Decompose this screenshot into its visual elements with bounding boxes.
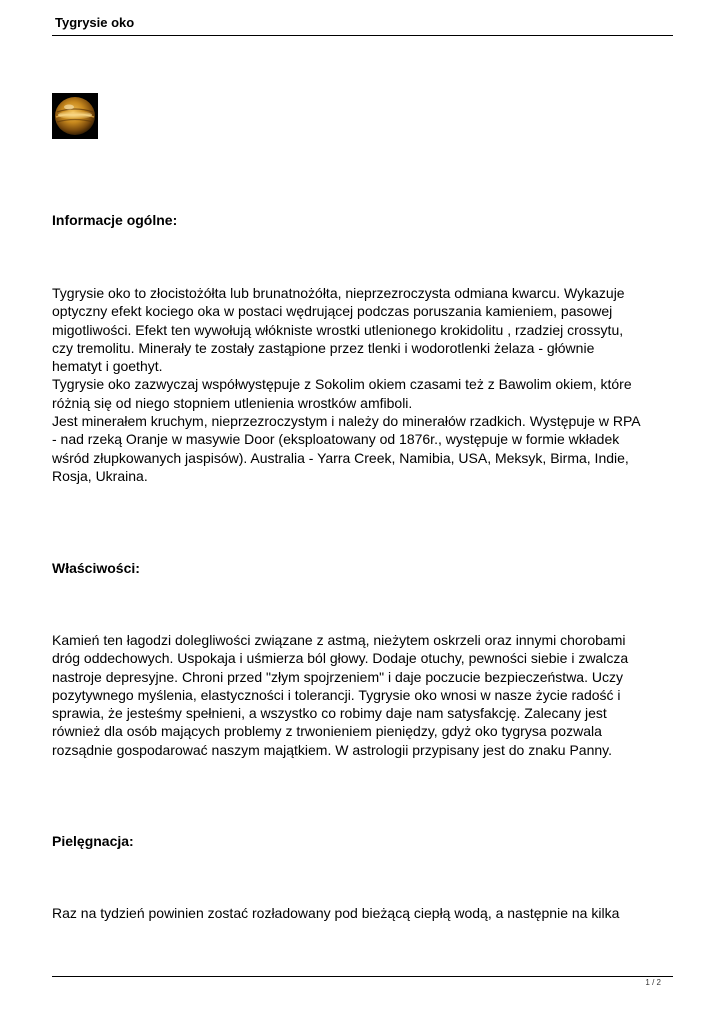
document-title: Tygrysie oko — [55, 15, 135, 30]
paragraph-general: Tygrysie oko to złocistożółta lub brunatnożółta, nieprzezroczysta odmiana kwarcu. Wykazuje optyczny efekt kociego oka w postaci wędrującej podczas poruszania kamieniem, pasowej migotliwości. Efekt ten wywołują włókniste wrostki utlenionego krokidolitu , rzadziej crossytu, czy tremolitu. Minerały te zostały zastąpione przez tlenki i wodorotlenki żelaza - głównie hematyt i goethyt. Tygrysie oko zazwyczaj współwystępuje z Sokolim okiem czasami też z Bawolim okiem, które różnią się od niego stopniem utlenienia wrostków amfiboli. Jest minerałem kruchym, nieprzezroczystym i należy do minerałów rzadkich. Występuje w RPA - nad rzeką Oranje w masywie Door (eksploatowany od 1876r., występuje w formie wkładek wśród złupkowanych jaspisów). Australia - Yarra Creek, Namibia, USA, Meksyk, Birma, Indie, Rosja, Ukraina. — [52, 285, 641, 484]
page-number: 1 / 2 — [645, 978, 661, 987]
section-heading-care: Pielęgnacja: — [52, 833, 134, 849]
header-divider — [52, 35, 673, 36]
footer-divider — [52, 976, 673, 977]
section-heading-properties: Właściwości: — [52, 560, 140, 576]
paragraph-properties: Kamień ten łagodzi dolegliwości związane z astmą, nieżytem oskrzeli oraz innymi chorobami dróg oddechowych. Uspokaja i uśmierza ból głowy. Dodaje otuchy, pewności siebie i zwalcza nastroje depresyjne. Chroni przed "złym spojrzeniem" i daje poczucie bezpieczeństwa. Uczy pozytywnego myślenia, elastyczności i tolerancji. Tygrysie oko wnosi w nasze życie radość i sprawia, że jesteśmy spełnieni, a wszystko co robimy daje nam satysfakcję. Zalecany jest również dla osób mających problemy z trwonieniem pieniędzy, gdyż oko tygrysa pozwala rozsądnie gospodarować naszym majątkiem. W astrologii przypisany jest do znaku Panny. — [52, 632, 629, 758]
tiger-eye-stone-image — [52, 93, 98, 139]
section-heading-general: Informacje ogólne: — [52, 212, 178, 228]
paragraph-care: Raz na tydzień powinien zostać rozładowany pod bieżącą ciepłą wodą, a następnie na kilka — [52, 905, 620, 921]
tiger-eye-stone-icon — [52, 93, 98, 139]
